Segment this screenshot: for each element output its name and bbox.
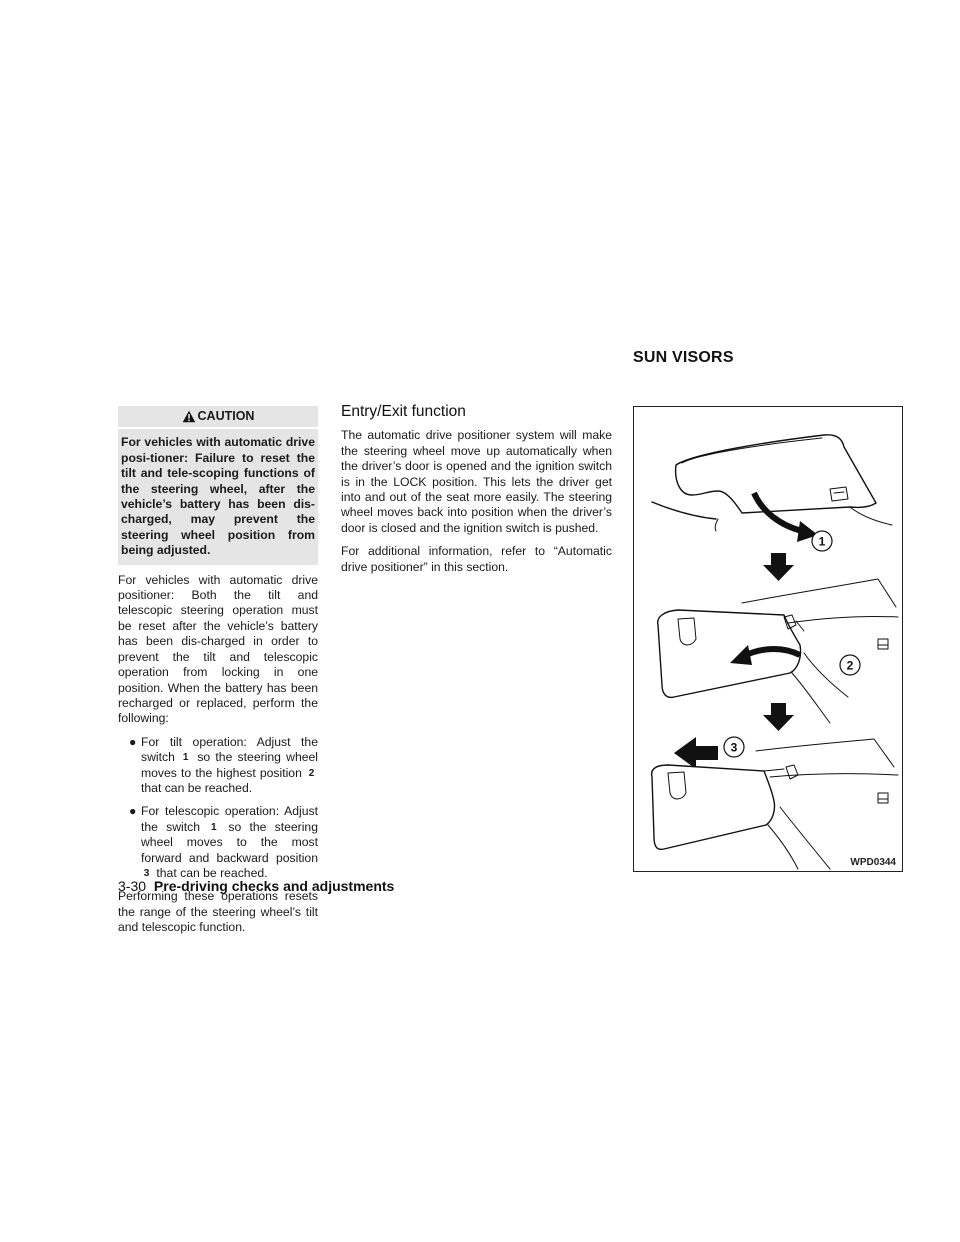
bullet-icon: ● <box>129 804 137 819</box>
bullet-text: that can be reached. <box>141 780 253 795</box>
callout-number: 2 <box>306 768 317 779</box>
page-footer <box>118 878 394 894</box>
caution-text: For vehicles with automatic drive posi-tioner: Failure to reset the tilt and tele-scoping functions of the steering wheel, after the vehicle’s battery has been dis-charged, may prevent the steering wheel position from being adjusted. <box>121 435 315 558</box>
bullet-icon: ● <box>129 734 137 749</box>
callout-number: 1 <box>208 822 219 833</box>
bullet-text: For telescopic operation: Adjust the switch <box>141 804 318 834</box>
warning-triangle-icon <box>182 410 196 423</box>
bullet-text: so the steering wheel moves to the most forward and backward position <box>141 819 318 865</box>
page-number: 3-30 <box>118 878 147 894</box>
callout-label: 2 <box>846 658 854 673</box>
sun-visor-illustration <box>633 406 903 872</box>
callout-number: 1 <box>180 752 191 763</box>
callout-2 <box>840 655 860 675</box>
callout-1 <box>812 531 832 551</box>
bullet-text: For tilt operation: Adjust the switch <box>141 734 318 765</box>
middle-column <box>341 404 612 583</box>
entry-exit-paragraph: The automatic drive positioner system will make the steering wheel move up automatically when the driver’s door is opened and the ignition switch is in the LOCK position. This lets the driver get into and out of the seat more easily. The steering wheel moves back into position when the driver’s door is closed and the ignition switch is pushed. <box>341 428 612 535</box>
callout-label: 1 <box>818 534 826 549</box>
callout-label: 3 <box>730 740 738 755</box>
reference-paragraph: For additional information, refer to “Automatic drive positioner” in this section. <box>341 544 612 574</box>
callout-3 <box>724 737 744 757</box>
bullet-telescopic <box>118 804 318 881</box>
left-column <box>118 406 318 944</box>
caution-heading <box>118 406 318 429</box>
intro-paragraph: For vehicles with automatic drive positioner: Both the tilt and telescopic steering operation must be reset after the vehicle’s battery has been dis-charged in order to prevent the tilt and telescopic operation from locking in one position. When the battery has been recharged or replaced, perform the following: <box>118 572 318 726</box>
bullet-tilt <box>118 735 318 797</box>
section-title: SUN VISORS <box>633 349 734 366</box>
caution-box <box>118 406 318 565</box>
figure-code: WPD0344 <box>850 857 896 868</box>
sun-visor-diagram <box>634 407 902 871</box>
entry-exit-heading: Entry/Exit function <box>341 403 466 420</box>
bullet-text: that can be reached. <box>156 865 268 880</box>
callout-number: 3 <box>141 868 152 879</box>
closing-paragraph: Performing these operations resets the range of the steering wheel’s tilt and telescopic function. <box>118 889 318 935</box>
bullet-text: so the steering wheel moves to the highest position <box>141 750 318 780</box>
caution-label: CAUTION <box>197 409 255 423</box>
chapter-title: Pre-driving checks and adjustments <box>153 878 395 894</box>
